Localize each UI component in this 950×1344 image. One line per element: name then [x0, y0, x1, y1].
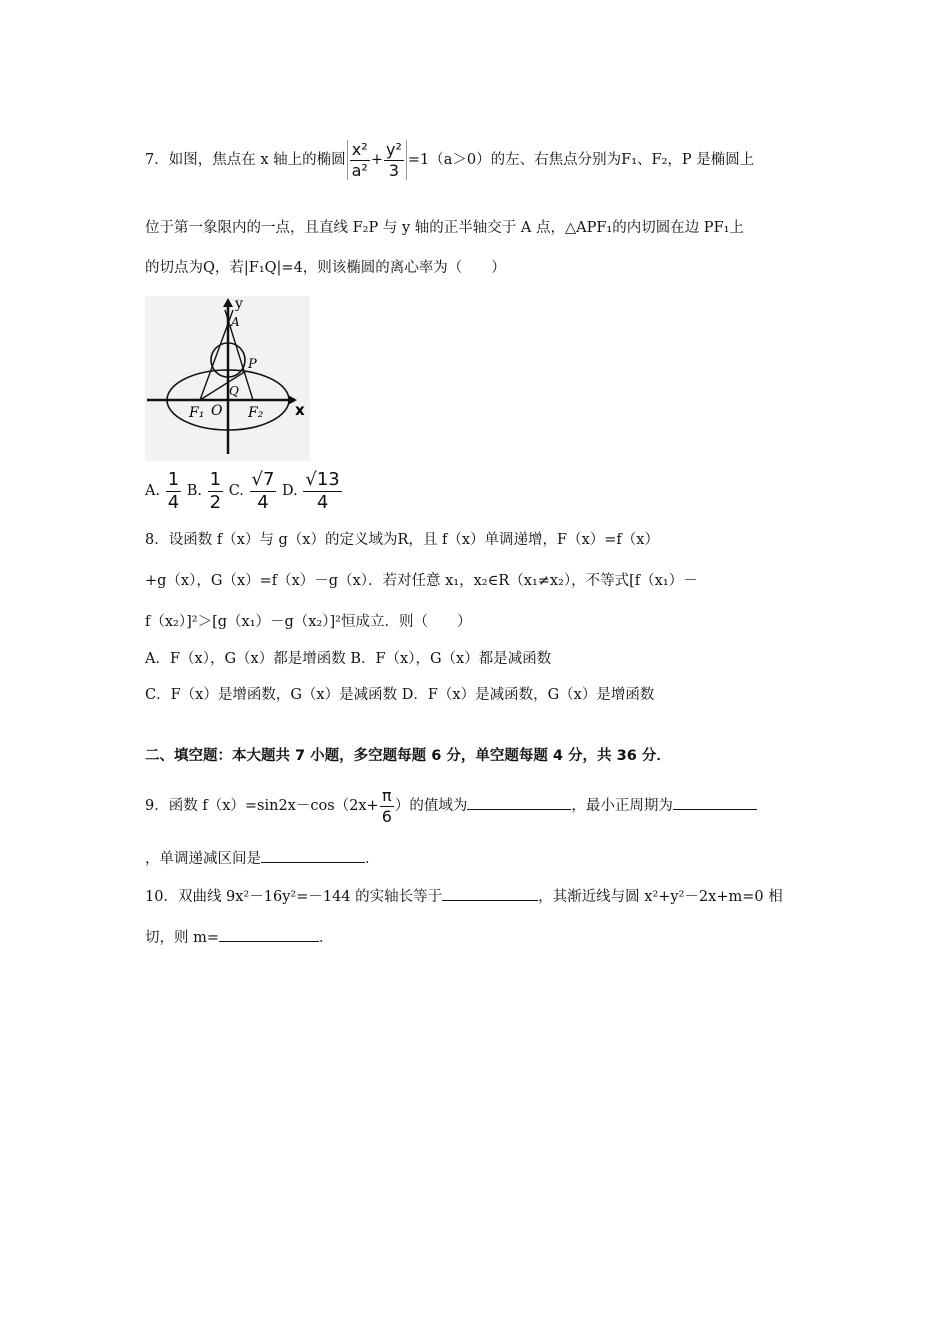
label-F2: F₂: [248, 405, 264, 421]
choice-a-frac: $\frac{1}{4}$: [167, 468, 180, 513]
q7-line1: [145, 140, 754, 180]
q10-line2-end: ．: [319, 930, 334, 946]
q10-line2: [145, 927, 334, 948]
choice-d-frac: $\frac{√13}{4}$: [305, 468, 340, 513]
label-y: y: [235, 296, 243, 312]
q9-line2-prefix: ，单调递减区间是: [145, 851, 261, 867]
q7-frac-x2-a2: $\frac{\text{x²}}{\text{a²}}$: [351, 139, 368, 180]
q8-option-cd: C．F（x）是增函数，G（x）是减函数 D．F（x）是减函数，G（x）是增函数: [145, 687, 655, 703]
choice-d-label: D.: [282, 483, 298, 499]
choice-b-label: B.: [186, 483, 203, 499]
section-heading: 二、填空题：本大题共 7 小题，多空题每题 6 分，单空题每题 4 分，共 36 分．: [145, 748, 671, 764]
q10-line1: [145, 886, 783, 907]
q8-line3: f（x₂）]²＞[g（x₁）－g（x₂）]²恒成立．则（ ）: [145, 614, 472, 630]
q7-frac-y2-3: $\frac{\text{y²}}{3}$: [386, 139, 402, 180]
q9-frac-pi-6: $\frac{\pi}{6}$: [381, 785, 392, 826]
q10-blank-axis[interactable]: [442, 886, 538, 901]
q9-after-blank1: ，最小正周期为: [571, 798, 673, 814]
q9-blank-interval[interactable]: [261, 848, 365, 863]
q10-prefix: 10．双曲线 9x²－16y²=－144 的实轴长等于: [145, 889, 443, 905]
label-F1: F₁: [189, 405, 205, 421]
label-P: P: [248, 357, 257, 372]
label-x: x: [295, 401, 305, 419]
q9-line2-end: ．: [365, 851, 380, 867]
q10-blank-m[interactable]: [219, 927, 319, 942]
q7-line2: 位于第一象限内的一点，且直线 F₂P 与 y 轴的正半轴交于 A 点，△APF₁的内切圆在边 PF₁上: [145, 220, 744, 236]
q9-blank-range[interactable]: [467, 795, 571, 810]
q7-line3: 的切点为Q，若|F₁Q|=4，则该椭圆的离心率为（ ）: [145, 260, 506, 276]
q9-line1: [145, 784, 757, 828]
label-O: O: [211, 403, 223, 419]
choice-b-frac: $\frac{1}{2}$: [209, 468, 222, 513]
ellipse-figure: [145, 296, 310, 461]
q9-prefix: 9．函数 f（x）=sin2x－cos（2x+: [145, 798, 379, 814]
q7-plus: +: [370, 152, 383, 168]
choice-a-label: A.: [145, 483, 161, 499]
q9-middle: ）的值域为: [394, 798, 468, 814]
q10-middle: ，其渐近线与圆 x²+y²－2x+m=0 相: [538, 889, 783, 905]
q8-line2: +g（x），G（x）=f（x）－g（x）．若对任意 x₁，x₂∈R（x₁≠x₂），不等式[f（x₁）－: [145, 573, 698, 589]
label-A: A: [231, 315, 240, 329]
q7-suffix: =1（a＞0）的左、右焦点分别为F₁、F₂，P 是椭圆上: [407, 152, 755, 168]
q7-choices: [145, 470, 343, 512]
q8-option-ab: A．F（x），G（x）都是增函数 B．F（x），G（x）都是减函数: [145, 651, 552, 667]
q9-blank-period[interactable]: [673, 795, 757, 810]
q9-line2: [145, 848, 380, 869]
q8-line1: 8．设函数 f（x）与 g（x）的定义域为R，且 f（x）单调递增，F（x）=f（x）: [145, 532, 659, 548]
q7-prefix: 7．如图，焦点在 x 轴上的椭圆: [145, 152, 346, 168]
choice-c-label: C.: [228, 483, 244, 499]
label-Q: Q: [229, 384, 239, 398]
choice-c-frac: $\frac{√7}{4}$: [251, 468, 275, 513]
q10-line2-prefix: 切，则 m=: [145, 930, 220, 946]
